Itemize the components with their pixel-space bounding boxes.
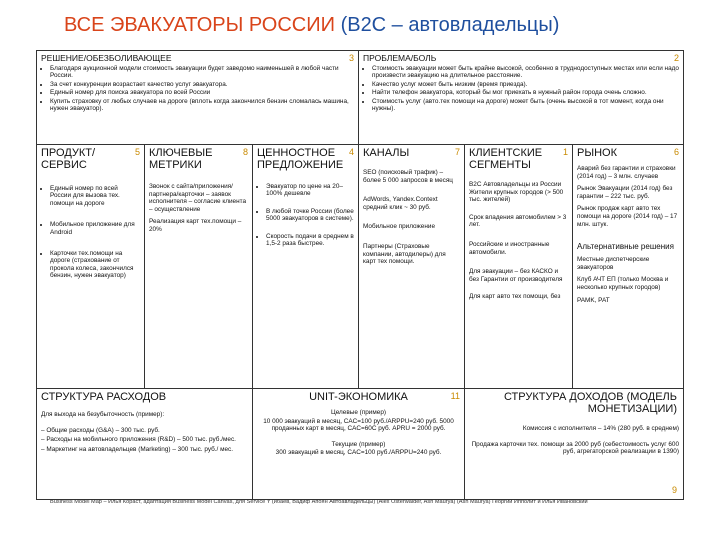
costs-line: – Расходы на мобильного приложения (R&D) – 500 тыс. руб./мес. [41,436,236,444]
list-item: • Стоимость услуг (авто.тех помощи на дороге) может быть (очень высокой в тот момент, когда они нужны). [372,98,679,113]
solution-block [37,51,359,145]
segments-header: КЛИЕНТСКИЕ СЕГМЕНТЫ [469,147,543,171]
segments-line: B2C Автовладельцы из России Жители крупных городов (> 500 тыс. жителей) [469,181,564,204]
costs-header: СТРУКТУРА РАСХОДОВ [41,391,167,403]
segments-block [465,145,573,389]
alternatives-line: Местные диспетчерские эвакуаторов [577,256,650,271]
market-line: Рынок Эвакуации (2014 год) без гарантии – 222 тыс. руб. [577,185,673,200]
problem-header: ПРОБЛЕМА/БОЛЬ [363,53,437,63]
title-main: ВСЕ ЭВАКУАТОРЫ РОССИИ [64,14,335,36]
problem-block [359,51,683,145]
segments-line: Для эвакуации – без КАСКО и без Гарантии от производителя [469,268,563,283]
unit-line: Текущие (пример) [331,440,386,448]
channels-line: Партнеры (Страховые компании, автодилеры) для карт тех помощи. [363,242,446,266]
list-item: • Единый номер для поиска эвакуатора по всей России [50,89,354,96]
revenue-line: Продажа карточки тех. помощи за 2000 руб (себестоимость услуг 600 руб, агрегаторской реализации в 1390) [471,440,679,456]
costs-block [37,389,253,499]
list-item: • Единый номер по всей России для вызова тех. помощи на дороге [50,185,140,207]
unit-economics-header: UNIT-ЭКОНОМИКА [309,391,408,403]
list-item: • Карточки тех.помощи на дороге (страхование от прокола колеса, закончился бензин, нужен эвакуатор) [50,250,140,280]
value-block [253,145,359,389]
segments-line: Российские и иностранные автомобили. [469,240,550,256]
channels-header: КАНАЛЫ [363,147,410,159]
channels-line: Мобильное приложение [363,223,436,231]
block-number: 6 [673,147,679,157]
metrics-line: Реализация карт тех.помощи – 20% [149,218,242,233]
value-header: ЦЕННОСТНОЕ ПРЕДЛОЖЕНИЕ [257,147,344,171]
block-number: 3 [348,53,354,63]
list-item: • В любой точке России (более 5000 эвакуаторов в системе). [266,208,354,223]
business-model-canvas [36,50,684,500]
solution-header: РЕШЕНИЕ/ОБЕЗБОЛИВАЮЩЕЕ [41,53,172,63]
block-number: 4 [348,147,354,157]
list-item: • За счет конкуренции возрастает качество услуг эвакуатора. [50,81,354,88]
unit-line: Целевые (пример) [330,409,386,416]
list-item: • Качество услуг может быть низким (время приезда). [372,81,679,88]
block-number: 11 [450,391,460,401]
block-number: 1 [562,147,568,157]
product-header: ПРОДУКТ/ СЕРВИС [41,147,96,171]
market-block [573,145,683,389]
block-number: 2 [673,53,679,63]
revenue-header: СТРУКТУРА ДОХОДОВ (МОДЕЛЬ МОНЕТИЗАЦИИ) [503,391,677,415]
block-number: 5 [134,147,140,157]
list-item: • Эвакуатор по цене на 20–100% дешевле [266,183,354,198]
footer-credits: Business Model Map – Илья Кораст, адаптация Business Model Canvas, для Service Y (ибаев, Вадиф Апоян Автоавладельцы) (Alex Osterwalder, Ash Maurya) (Ash Maurya) Георгий Ипполит и Илья Ивановский [50,499,588,505]
page-title [64,14,704,37]
block-number: 7 [454,147,460,157]
alternatives-line: Клуб АЧТ ЕП (только Москва и несколько крупных городов) [577,276,669,291]
metrics-line: Звонок с сайта/приложения/ партнера/карточки – заявок исполнителя – согласие клиента – осуществление [149,183,247,213]
unit-economics-block [253,389,465,499]
list-item: • Стоимость эвакуации может быть крайне высокой, особенно в труднодоступных местах или если надо произвести эвакуацию на длительное расстояние. [372,65,679,80]
title-subtitle: (B2C – автовладельцы) [340,14,560,36]
costs-line: Для выхода на безубыточность (пример): [41,411,165,418]
market-line: Рынок продаж карт авто тех помощи на дороге (2014 год) – 17 млн. штук. [577,205,678,228]
channels-block [359,145,465,389]
costs-line: – Маркетинг на автовладельцев (Marketing) – 300 тыс. руб./ мес. [41,445,234,453]
unit-line: 10 000 эвакуаций в месяц, CAC=100 руб./ARPPU=240 руб. 5000 проданных карт в месяц, CAC=60С руб. APRU = 2000 руб. [263,417,454,433]
list-item: • Скорость подачи в среднем в 1,5-2 раза быстрее. [266,233,354,248]
unit-line: 300 эвакуаций в месяц, CAC=100 руб./ARPPU=240 руб. [275,449,442,457]
product-block [37,145,145,389]
list-item: • Найти телефон эвакуатора, который бы мог приехать в нужный район города очень сложно. [372,89,679,96]
list-item: • Мобильное приложение для Android [50,221,140,236]
alternatives-line: PAMK, PAT [577,296,610,304]
list-item: • Благодаря аукционной модели стоимость эвакуации будет заведомо наименьшей в любой части России. [50,65,354,80]
market-header: РЫНОК [577,147,617,159]
revenue-line: Комиссия с исполнителя – 14% (280 руб. в среднем) [522,425,679,432]
block-number: 9 [671,485,677,495]
metrics-header: КЛЮЧЕВЫЕ МЕТРИКИ [149,147,213,171]
segments-line: Срок владения автомобилем > 3 лет. [469,213,567,229]
channels-line: SEO (поисковый трафик) – более 5 000 запросов в месяц [363,169,453,184]
segments-line: Для карт авто тех помощи, без [469,293,561,301]
costs-line: – Общие расходы (G&A) – 300 тыс. руб. [41,426,160,434]
market-line: Аварий без гарантии и страховки (2014 год) – 3 млн. случаев [577,165,676,180]
alternatives-header: Альтернативные решения [577,242,674,252]
channels-line: AdWords, Yandex.Context средний клик ~ 30 руб. [363,196,438,211]
metrics-block [145,145,253,389]
list-item: • Купить страховку от любых случаев на дороге (вплоть когда закончился бензин сломалась машина, нужен эвакуатор). [50,98,354,113]
block-number: 8 [242,147,248,157]
revenue-block [465,389,683,499]
